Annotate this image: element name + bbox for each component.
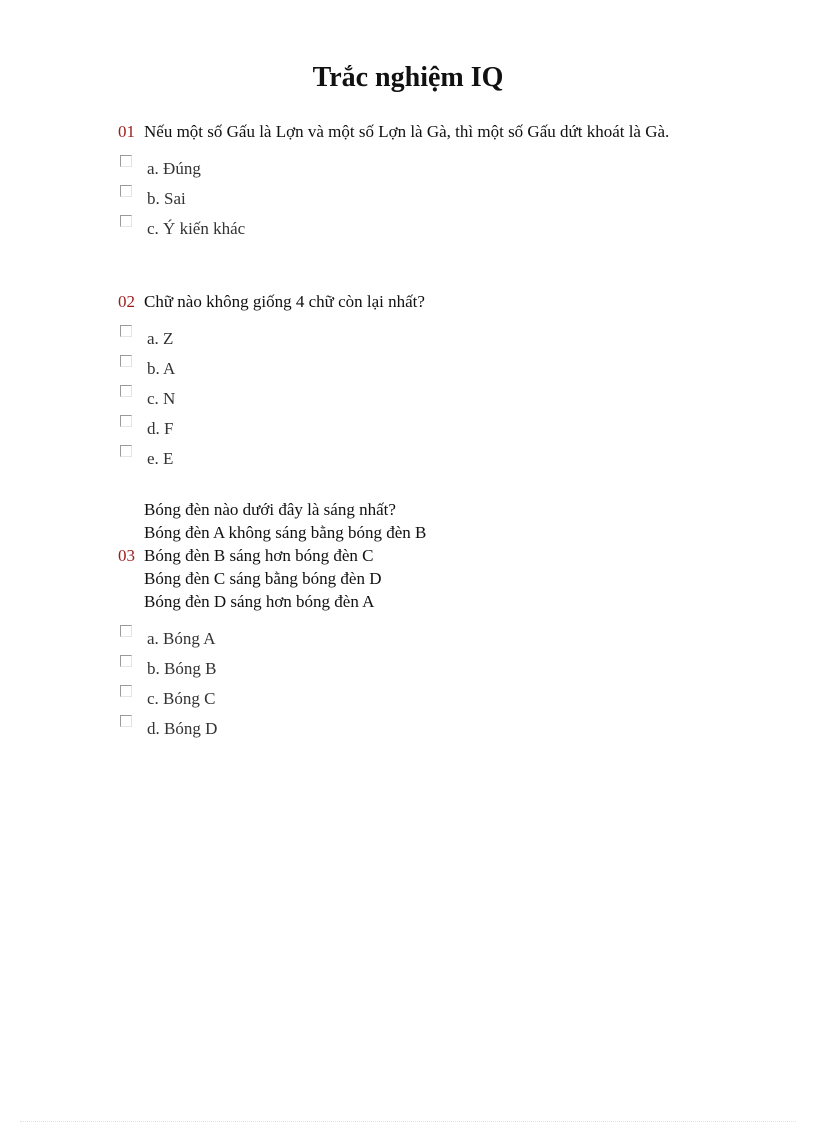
answer-checkbox[interactable] [120, 625, 132, 637]
page-bottom-divider [20, 1121, 796, 1122]
answer-label[interactable]: b. Bóng B [147, 659, 217, 678]
answer-option[interactable] [118, 414, 698, 444]
question-header [118, 498, 698, 613]
question-text: Nếu một số Gấu là Lợn và một số Lợn là Gà, thì một số Gấu dứt khoát là Gà. [144, 122, 670, 141]
page-title: Trắc nghiệm IQ [312, 62, 504, 93]
answer-label[interactable]: a. Z [147, 329, 174, 348]
question-header [118, 120, 698, 143]
answer-label[interactable]: c. Bóng C [147, 689, 216, 708]
answer-checkbox[interactable] [120, 655, 132, 667]
answer-checkbox[interactable] [120, 415, 132, 427]
answer-options [118, 324, 698, 474]
answer-options [118, 154, 698, 244]
question-01 [118, 120, 698, 244]
answer-checkbox[interactable] [120, 325, 132, 337]
answer-checkbox[interactable] [120, 355, 132, 367]
answer-option[interactable] [118, 444, 698, 474]
question-02 [118, 290, 698, 474]
answer-label[interactable]: d. F [147, 419, 174, 438]
question-number: 03 [118, 545, 135, 565]
answer-label[interactable]: d. Bóng D [147, 719, 218, 738]
answer-label[interactable]: c. Ý kiến khác [147, 219, 246, 238]
answer-option[interactable] [118, 214, 698, 244]
answer-options [118, 624, 698, 744]
question-number: 01 [118, 121, 135, 141]
answer-checkbox[interactable] [120, 685, 132, 697]
answer-option[interactable] [118, 354, 698, 384]
answer-label[interactable]: c. N [147, 389, 176, 408]
answer-label[interactable]: b. Sai [147, 189, 186, 208]
question-header [118, 290, 698, 313]
answer-option[interactable] [118, 624, 698, 654]
answer-label[interactable]: a. Đúng [147, 159, 201, 178]
answer-label[interactable]: b. A [147, 359, 176, 378]
answer-checkbox[interactable] [120, 385, 132, 397]
answer-option[interactable] [118, 684, 698, 714]
answer-checkbox[interactable] [120, 445, 132, 457]
answer-option[interactable] [118, 384, 698, 414]
answer-checkbox[interactable] [120, 215, 132, 227]
answer-option[interactable] [118, 184, 698, 214]
answer-option[interactable] [118, 714, 698, 744]
answer-label[interactable]: e. E [147, 449, 174, 468]
answer-option[interactable] [118, 154, 698, 184]
answer-checkbox[interactable] [120, 715, 132, 727]
question-text: Bóng đèn nào dưới đây là sáng nhất? Bóng đèn A không sáng bằng bóng đèn B Bóng đèn B sáng hơn bóng đèn C Bóng đèn C sáng bằng bóng đèn D Bóng đèn D sáng hơn bóng đèn A [144, 500, 427, 611]
answer-checkbox[interactable] [120, 185, 132, 197]
answer-option[interactable] [118, 324, 698, 354]
question-text: Chữ nào không giống 4 chữ còn lại nhất? [144, 292, 425, 311]
question-number: 02 [118, 291, 135, 311]
answer-checkbox[interactable] [120, 155, 132, 167]
answer-option[interactable] [118, 654, 698, 684]
answer-label[interactable]: a. Bóng A [147, 629, 216, 648]
question-03 [118, 498, 698, 744]
